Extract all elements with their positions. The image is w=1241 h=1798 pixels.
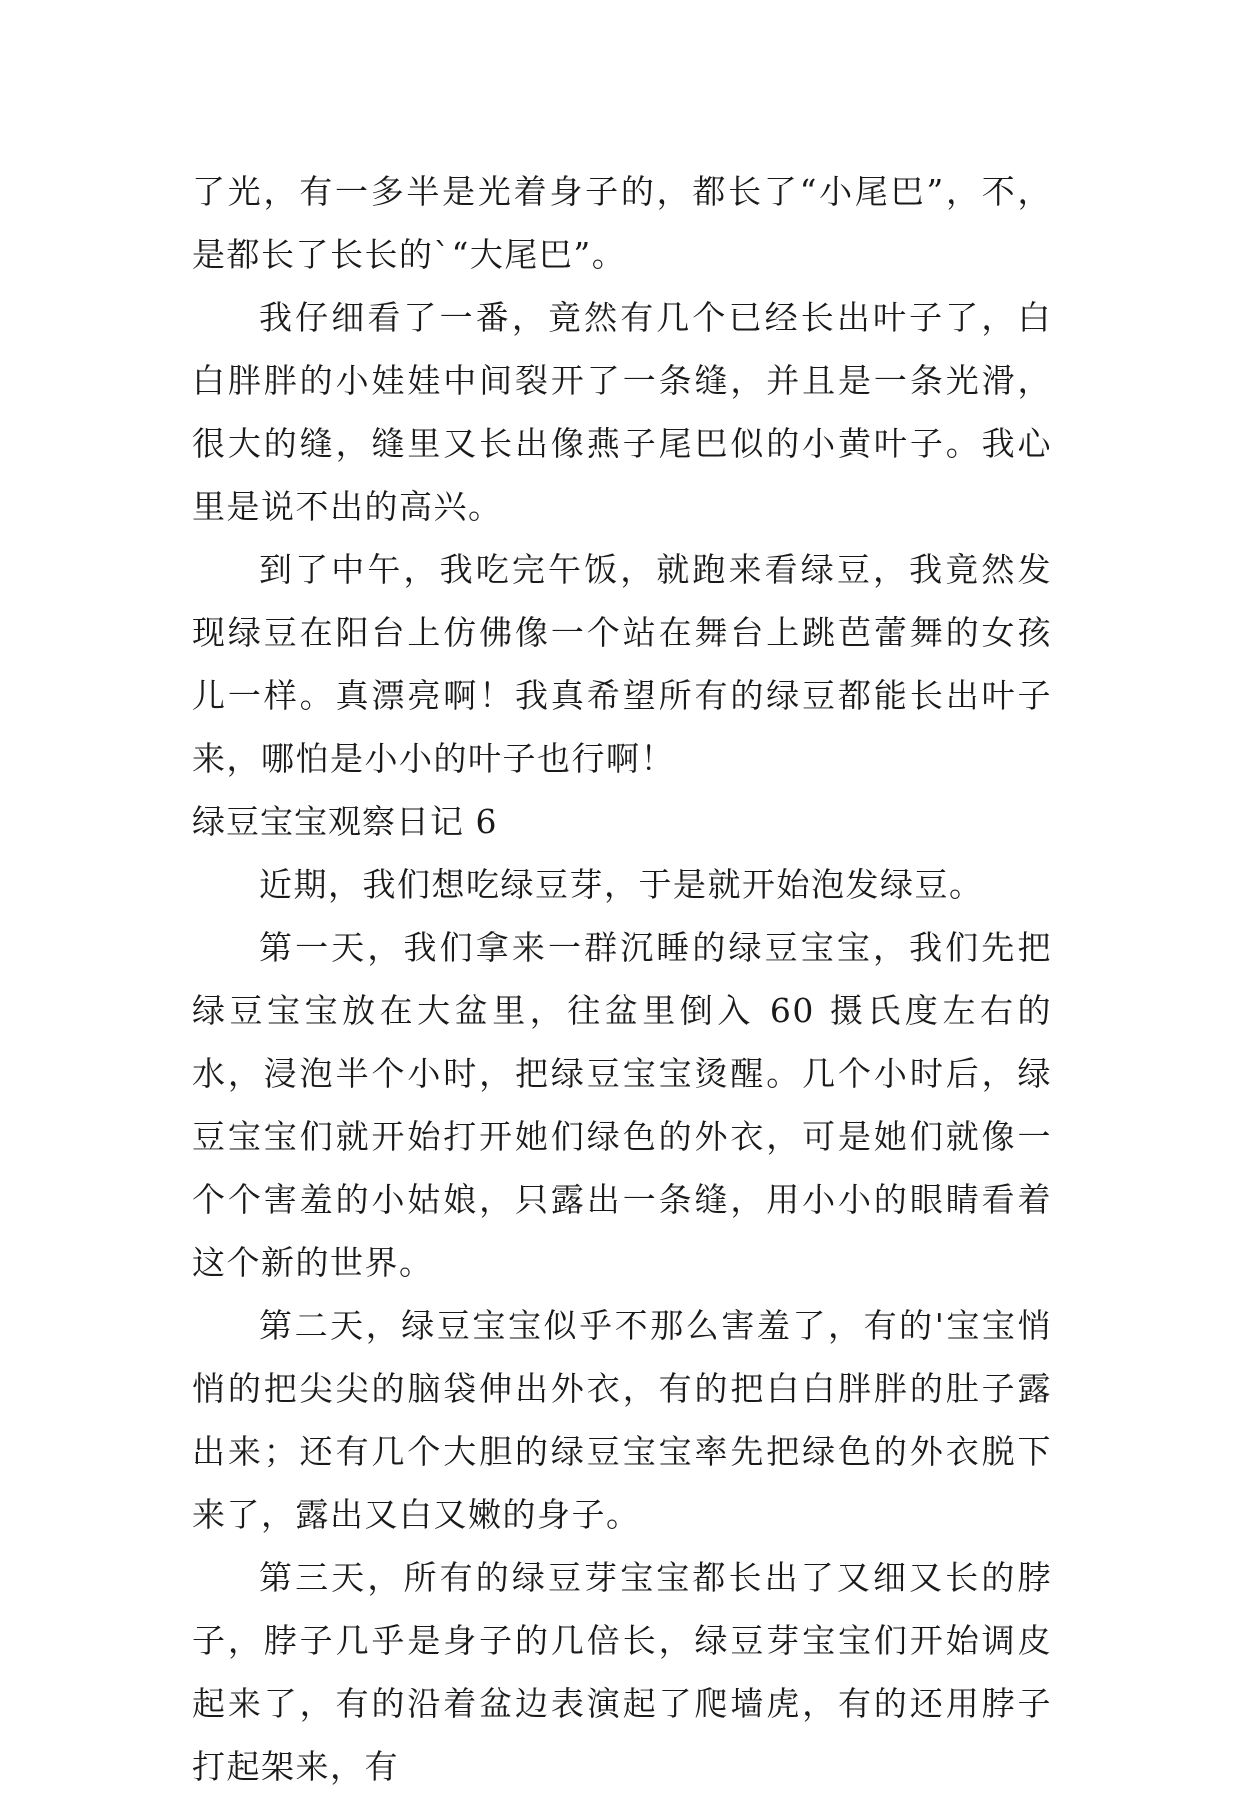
paragraph: 到了中午，我吃完午饭，就跑来看绿豆，我竟然发现绿豆在阳台上仿佛像一个站在舞台上跳芭蕾舞的女孩儿一样。真漂亮啊！我真希望所有的绿豆都能长出叶子来，哪怕是小小的叶子也行啊！ — [192, 550, 1052, 778]
paragraph: 第二天，绿豆宝宝似乎不那么害羞了，有的'宝宝悄悄的把尖尖的脑袋伸出外衣，有的把白白胖胖的肚子露出来；还有几个大胆的绿豆宝宝率先把绿色的外衣脱下来了，露出又白又嫩的身子。 — [192, 1306, 1052, 1534]
document-body — [192, 160, 1052, 1798]
paragraph: 第三天，所有的绿豆芽宝宝都长出了又细又长的脖子，脖子几乎是身子的几倍长，绿豆芽宝宝们开始调皮起来了，有的沿着盆边表演起了爬墙虎，有的还用脖子打起架来，有 — [192, 1558, 1052, 1786]
section-heading: 绿豆宝宝观察日记 6 — [192, 802, 498, 841]
paragraph-continued: 了光，有一多半是光着身子的，都长了“小尾巴”，不，是都长了长长的`“大尾巴”。 — [192, 172, 1052, 274]
paragraph: 我仔细看了一番，竟然有几个已经长出叶子了，白白胖胖的小娃娃中间裂开了一条缝，并且是一条光滑，很大的缝，缝里又长出像燕子尾巴似的小黄叶子。我心里是说不出的高兴。 — [192, 298, 1052, 526]
paragraph: 第一天，我们拿来一群沉睡的绿豆宝宝，我们先把绿豆宝宝放在大盆里，往盆里倒入 60 摄氏度左右的水，浸泡半个小时，把绿豆宝宝烫醒。几个小时后，绿豆宝宝们就开始打开她们绿色的外衣，可是她们就像一个个害羞的小姑娘，只露出一条缝，用小小的眼睛看着这个新的世界。 — [192, 928, 1052, 1282]
paragraph: 近期，我们想吃绿豆芽，于是就开始泡发绿豆。 — [259, 865, 984, 904]
